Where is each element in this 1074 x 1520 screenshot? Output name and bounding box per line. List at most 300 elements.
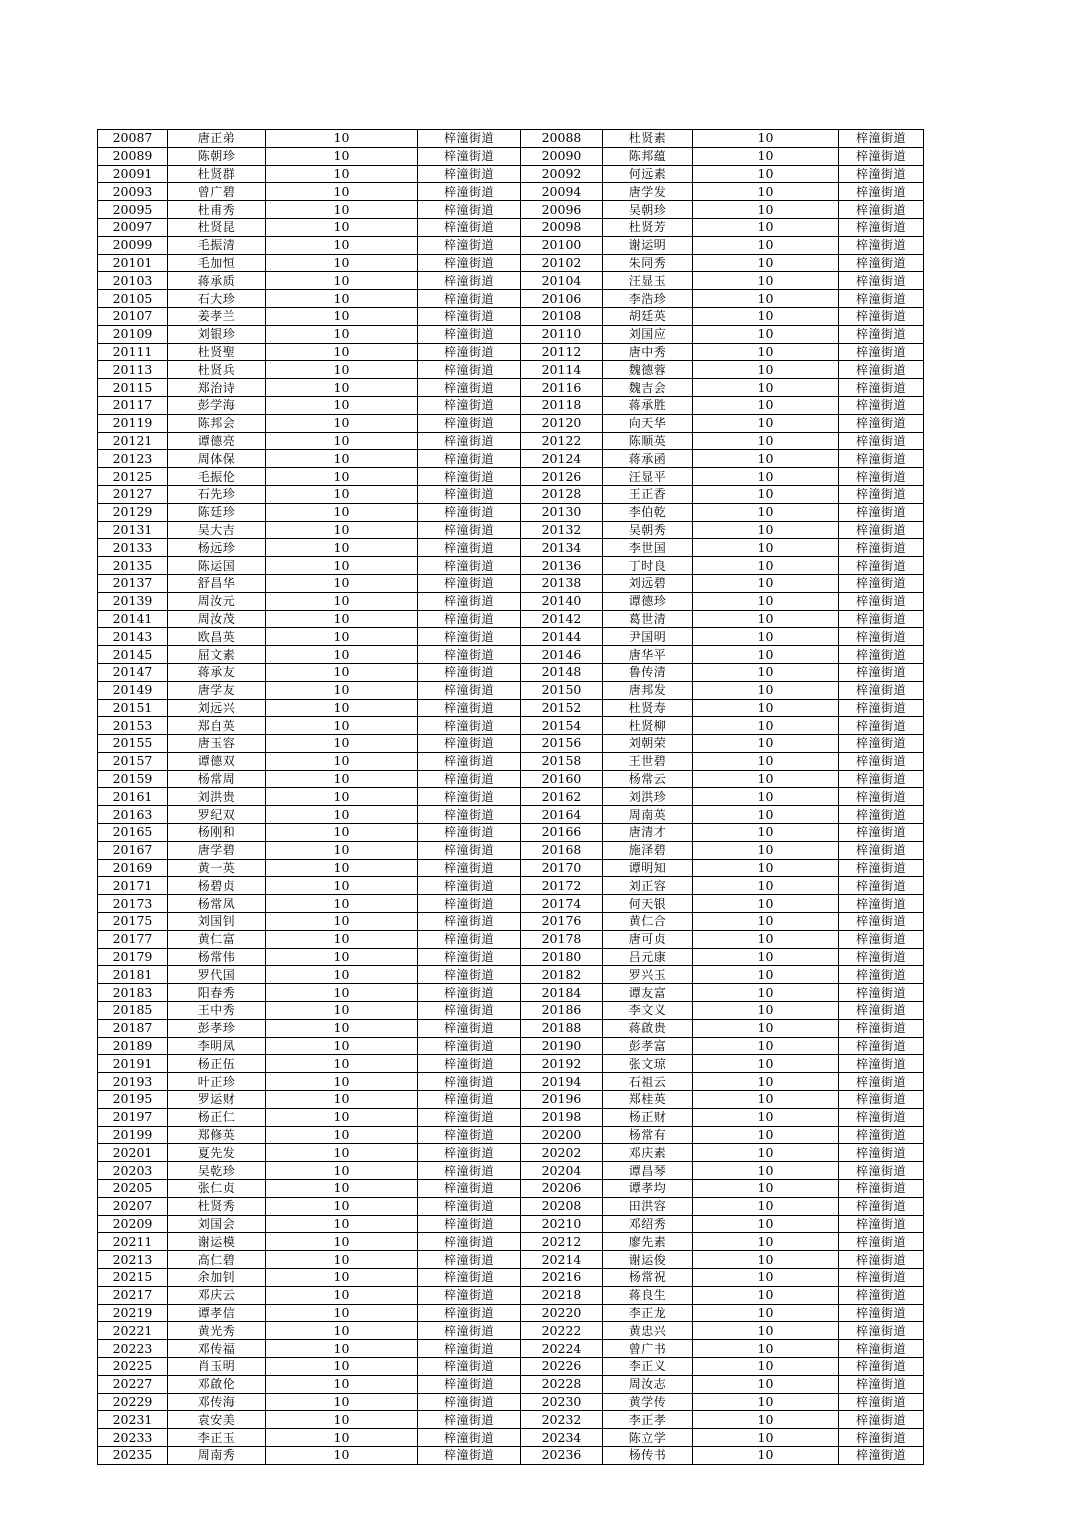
value-cell: 10	[266, 610, 418, 628]
table-row	[98, 610, 924, 628]
name-cell: 谭德亮	[168, 432, 266, 450]
id-cell: 20192	[521, 1055, 603, 1073]
id-cell: 20195	[98, 1091, 168, 1109]
id-cell: 20137	[98, 574, 168, 592]
table-row	[98, 432, 924, 450]
id-cell: 20187	[98, 1019, 168, 1037]
id-cell: 20131	[98, 521, 168, 539]
value-cell: 10	[266, 841, 418, 859]
value-cell: 10	[693, 806, 839, 824]
id-cell: 20164	[521, 806, 603, 824]
value-cell: 10	[693, 539, 839, 557]
table-row	[98, 1037, 924, 1055]
id-cell: 20171	[98, 877, 168, 895]
name-cell: 尹国明	[603, 628, 693, 646]
street-cell: 梓潼街道	[839, 557, 924, 575]
street-cell: 梓潼街道	[418, 1233, 521, 1251]
name-cell: 毛振清	[168, 236, 266, 254]
value-cell: 10	[693, 1340, 839, 1358]
table-row	[98, 485, 924, 503]
table-row	[98, 1091, 924, 1109]
street-cell: 梓潼街道	[418, 735, 521, 753]
id-cell: 20087	[98, 130, 168, 148]
name-cell: 汪显玉	[603, 272, 693, 290]
id-cell: 20211	[98, 1233, 168, 1251]
name-cell: 刘朝荣	[603, 735, 693, 753]
name-cell: 阳春秀	[168, 984, 266, 1002]
table-row	[98, 468, 924, 486]
street-cell: 梓潼街道	[418, 414, 521, 432]
id-cell: 20184	[521, 984, 603, 1002]
name-cell: 蒋承胜	[603, 396, 693, 414]
value-cell: 10	[266, 183, 418, 201]
name-cell: 黄仁合	[603, 913, 693, 931]
id-cell: 20166	[521, 824, 603, 842]
name-cell: 郑桂英	[603, 1091, 693, 1109]
value-cell: 10	[693, 1375, 839, 1393]
street-cell: 梓潼街道	[839, 361, 924, 379]
street-cell: 梓潼街道	[839, 1091, 924, 1109]
table-row	[98, 1393, 924, 1411]
name-cell: 刘洪珍	[603, 788, 693, 806]
table-row	[98, 1375, 924, 1393]
table-row	[98, 1215, 924, 1233]
table-row	[98, 307, 924, 325]
name-cell: 姜孝兰	[168, 307, 266, 325]
street-cell: 梓潼街道	[839, 201, 924, 219]
id-cell: 20136	[521, 557, 603, 575]
name-cell: 杨常云	[603, 770, 693, 788]
street-cell: 梓潼街道	[418, 379, 521, 397]
value-cell: 10	[693, 646, 839, 664]
street-cell: 梓潼街道	[418, 646, 521, 664]
street-cell: 梓潼街道	[839, 343, 924, 361]
value-cell: 10	[266, 824, 418, 842]
value-cell: 10	[266, 699, 418, 717]
name-cell: 唐中秀	[603, 343, 693, 361]
name-cell: 郑治诗	[168, 379, 266, 397]
value-cell: 10	[266, 379, 418, 397]
street-cell: 梓潼街道	[839, 1126, 924, 1144]
name-cell: 李世国	[603, 539, 693, 557]
table-row	[98, 877, 924, 895]
value-cell: 10	[693, 165, 839, 183]
value-cell: 10	[693, 557, 839, 575]
street-cell: 梓潼街道	[839, 930, 924, 948]
id-cell: 20203	[98, 1162, 168, 1180]
name-cell: 陈邦会	[168, 414, 266, 432]
value-cell: 10	[266, 414, 418, 432]
value-cell: 10	[266, 681, 418, 699]
name-cell: 杜贤素	[603, 130, 693, 148]
id-cell: 20163	[98, 806, 168, 824]
name-cell: 陈廷珍	[168, 503, 266, 521]
name-cell: 谢运俊	[603, 1251, 693, 1269]
name-cell: 蒋啟贵	[603, 1019, 693, 1037]
id-cell: 20180	[521, 948, 603, 966]
id-cell: 20091	[98, 165, 168, 183]
street-cell: 梓潼街道	[418, 1304, 521, 1322]
table-row	[98, 1162, 924, 1180]
id-cell: 20173	[98, 895, 168, 913]
street-cell: 梓潼街道	[839, 1215, 924, 1233]
street-cell: 梓潼街道	[839, 1108, 924, 1126]
street-cell: 梓潼街道	[839, 663, 924, 681]
id-cell: 20142	[521, 610, 603, 628]
id-cell: 20215	[98, 1269, 168, 1287]
value-cell: 10	[693, 379, 839, 397]
id-cell: 20125	[98, 468, 168, 486]
street-cell: 梓潼街道	[839, 1357, 924, 1375]
name-cell: 杨碧贞	[168, 877, 266, 895]
value-cell: 10	[693, 1108, 839, 1126]
name-cell: 邓庆素	[603, 1144, 693, 1162]
table-row	[98, 1144, 924, 1162]
value-cell: 10	[266, 343, 418, 361]
street-cell: 梓潼街道	[418, 1340, 521, 1358]
street-cell: 梓潼街道	[418, 1446, 521, 1464]
name-cell: 曾广碧	[168, 183, 266, 201]
value-cell: 10	[693, 1144, 839, 1162]
table-row	[98, 948, 924, 966]
id-cell: 20181	[98, 966, 168, 984]
street-cell: 梓潼街道	[418, 1180, 521, 1198]
street-cell: 梓潼街道	[839, 1446, 924, 1464]
value-cell: 10	[266, 877, 418, 895]
value-cell: 10	[693, 592, 839, 610]
id-cell: 20235	[98, 1446, 168, 1464]
id-cell: 20102	[521, 254, 603, 272]
street-cell: 梓潼街道	[418, 468, 521, 486]
name-cell: 吴乾珍	[168, 1162, 266, 1180]
id-cell: 20206	[521, 1180, 603, 1198]
name-cell: 王正香	[603, 485, 693, 503]
table-row	[98, 1304, 924, 1322]
name-cell: 杨常有	[603, 1126, 693, 1144]
street-cell: 梓潼街道	[839, 1019, 924, 1037]
name-cell: 李正义	[603, 1357, 693, 1375]
street-cell: 梓潼街道	[839, 1073, 924, 1091]
value-cell: 10	[693, 450, 839, 468]
value-cell: 10	[266, 1411, 418, 1429]
value-cell: 10	[693, 574, 839, 592]
name-cell: 余加钊	[168, 1269, 266, 1287]
value-cell: 10	[693, 1019, 839, 1037]
id-cell: 20185	[98, 1002, 168, 1020]
street-cell: 梓潼街道	[418, 1411, 521, 1429]
id-cell: 20093	[98, 183, 168, 201]
street-cell: 梓潼街道	[418, 254, 521, 272]
table-row	[98, 290, 924, 308]
value-cell: 10	[693, 788, 839, 806]
value-cell: 10	[693, 1411, 839, 1429]
street-cell: 梓潼街道	[839, 1144, 924, 1162]
id-cell: 20103	[98, 272, 168, 290]
street-cell: 梓潼街道	[839, 396, 924, 414]
name-cell: 杨传书	[603, 1446, 693, 1464]
table-row	[98, 201, 924, 219]
id-cell: 20100	[521, 236, 603, 254]
street-cell: 梓潼街道	[418, 841, 521, 859]
street-cell: 梓潼街道	[418, 895, 521, 913]
id-cell: 20234	[521, 1429, 603, 1447]
value-cell: 10	[266, 966, 418, 984]
value-cell: 10	[266, 1251, 418, 1269]
street-cell: 梓潼街道	[418, 343, 521, 361]
value-cell: 10	[266, 1286, 418, 1304]
table-row	[98, 218, 924, 236]
id-cell: 20214	[521, 1251, 603, 1269]
id-cell: 20160	[521, 770, 603, 788]
table-row	[98, 325, 924, 343]
street-cell: 梓潼街道	[839, 752, 924, 770]
street-cell: 梓潼街道	[839, 824, 924, 842]
value-cell: 10	[693, 913, 839, 931]
name-cell: 杨常祝	[603, 1269, 693, 1287]
value-cell: 10	[266, 1269, 418, 1287]
name-cell: 肖玉明	[168, 1357, 266, 1375]
name-cell: 谢运明	[603, 236, 693, 254]
value-cell: 10	[266, 236, 418, 254]
name-cell: 汪显平	[603, 468, 693, 486]
data-table	[97, 129, 924, 1465]
id-cell: 20156	[521, 735, 603, 753]
value-cell: 10	[266, 1215, 418, 1233]
id-cell: 20133	[98, 539, 168, 557]
name-cell: 唐玉容	[168, 735, 266, 753]
street-cell: 梓潼街道	[839, 895, 924, 913]
name-cell: 刘洪贵	[168, 788, 266, 806]
street-cell: 梓潼街道	[839, 521, 924, 539]
table-row	[98, 1073, 924, 1091]
name-cell: 杨正伍	[168, 1055, 266, 1073]
name-cell: 吕元康	[603, 948, 693, 966]
value-cell: 10	[266, 325, 418, 343]
name-cell: 陈朝珍	[168, 147, 266, 165]
id-cell: 20209	[98, 1215, 168, 1233]
name-cell: 杜贤柳	[603, 717, 693, 735]
name-cell: 夏先发	[168, 1144, 266, 1162]
value-cell: 10	[266, 165, 418, 183]
name-cell: 谢运模	[168, 1233, 266, 1251]
id-cell: 20207	[98, 1197, 168, 1215]
value-cell: 10	[693, 966, 839, 984]
value-cell: 10	[266, 788, 418, 806]
value-cell: 10	[266, 592, 418, 610]
name-cell: 高仁碧	[168, 1251, 266, 1269]
street-cell: 梓潼街道	[839, 770, 924, 788]
table-row	[98, 1180, 924, 1198]
street-cell: 梓潼街道	[839, 1055, 924, 1073]
street-cell: 梓潼街道	[839, 218, 924, 236]
street-cell: 梓潼街道	[418, 1322, 521, 1340]
street-cell: 梓潼街道	[418, 450, 521, 468]
id-cell: 20153	[98, 717, 168, 735]
table-row	[98, 379, 924, 397]
street-cell: 梓潼街道	[418, 1073, 521, 1091]
id-cell: 20104	[521, 272, 603, 290]
id-cell: 20110	[521, 325, 603, 343]
name-cell: 谭德双	[168, 752, 266, 770]
table-row	[98, 1126, 924, 1144]
id-cell: 20232	[521, 1411, 603, 1429]
name-cell: 蒋承函	[603, 450, 693, 468]
id-cell: 20218	[521, 1286, 603, 1304]
value-cell: 10	[693, 503, 839, 521]
value-cell: 10	[266, 735, 418, 753]
value-cell: 10	[266, 895, 418, 913]
name-cell: 唐正弟	[168, 130, 266, 148]
value-cell: 10	[266, 485, 418, 503]
name-cell: 石祖云	[603, 1073, 693, 1091]
id-cell: 20213	[98, 1251, 168, 1269]
street-cell: 梓潼街道	[418, 752, 521, 770]
value-cell: 10	[266, 663, 418, 681]
street-cell: 梓潼街道	[418, 770, 521, 788]
street-cell: 梓潼街道	[839, 681, 924, 699]
id-cell: 20130	[521, 503, 603, 521]
value-cell: 10	[266, 272, 418, 290]
id-cell: 20194	[521, 1073, 603, 1091]
id-cell: 20210	[521, 1215, 603, 1233]
name-cell: 张文琼	[603, 1055, 693, 1073]
value-cell: 10	[266, 913, 418, 931]
value-cell: 10	[693, 290, 839, 308]
street-cell: 梓潼街道	[839, 468, 924, 486]
name-cell: 李浩珍	[603, 290, 693, 308]
name-cell: 周汝元	[168, 592, 266, 610]
value-cell: 10	[693, 1055, 839, 1073]
value-cell: 10	[693, 130, 839, 148]
value-cell: 10	[693, 1091, 839, 1109]
value-cell: 10	[266, 130, 418, 148]
id-cell: 20150	[521, 681, 603, 699]
id-cell: 20196	[521, 1091, 603, 1109]
value-cell: 10	[266, 539, 418, 557]
street-cell: 梓潼街道	[418, 1002, 521, 1020]
id-cell: 20168	[521, 841, 603, 859]
table-row	[98, 574, 924, 592]
value-cell: 10	[693, 735, 839, 753]
id-cell: 20201	[98, 1144, 168, 1162]
name-cell: 邓传海	[168, 1393, 266, 1411]
value-cell: 10	[266, 1357, 418, 1375]
street-cell: 梓潼街道	[418, 948, 521, 966]
id-cell: 20140	[521, 592, 603, 610]
id-cell: 20157	[98, 752, 168, 770]
id-cell: 20167	[98, 841, 168, 859]
table-row	[98, 1286, 924, 1304]
name-cell: 黄一英	[168, 859, 266, 877]
name-cell: 杨正财	[603, 1108, 693, 1126]
value-cell: 10	[693, 1304, 839, 1322]
table-row	[98, 663, 924, 681]
id-cell: 20179	[98, 948, 168, 966]
table-row	[98, 503, 924, 521]
id-cell: 20097	[98, 218, 168, 236]
table-row	[98, 1108, 924, 1126]
value-cell: 10	[693, 877, 839, 895]
id-cell: 20224	[521, 1340, 603, 1358]
id-cell: 20190	[521, 1037, 603, 1055]
value-cell: 10	[693, 1233, 839, 1251]
street-cell: 梓潼街道	[418, 521, 521, 539]
value-cell: 10	[266, 806, 418, 824]
table-row	[98, 1340, 924, 1358]
table-row	[98, 1446, 924, 1464]
value-cell: 10	[693, 859, 839, 877]
value-cell: 10	[693, 1073, 839, 1091]
value-cell: 10	[266, 503, 418, 521]
street-cell: 梓潼街道	[839, 735, 924, 753]
street-cell: 梓潼街道	[839, 699, 924, 717]
street-cell: 梓潼街道	[418, 984, 521, 1002]
value-cell: 10	[266, 859, 418, 877]
value-cell: 10	[693, 930, 839, 948]
name-cell: 蒋承友	[168, 663, 266, 681]
table-row	[98, 592, 924, 610]
value-cell: 10	[266, 1304, 418, 1322]
value-cell: 10	[693, 1251, 839, 1269]
name-cell: 邓传福	[168, 1340, 266, 1358]
value-cell: 10	[693, 610, 839, 628]
id-cell: 20204	[521, 1162, 603, 1180]
id-cell: 20098	[521, 218, 603, 236]
id-cell: 20197	[98, 1108, 168, 1126]
name-cell: 郑修英	[168, 1126, 266, 1144]
id-cell: 20172	[521, 877, 603, 895]
value-cell: 10	[693, 1126, 839, 1144]
name-cell: 李文义	[603, 1002, 693, 1020]
name-cell: 陈立学	[603, 1429, 693, 1447]
value-cell: 10	[266, 1180, 418, 1198]
street-cell: 梓潼街道	[839, 1375, 924, 1393]
id-cell: 20176	[521, 913, 603, 931]
value-cell: 10	[693, 414, 839, 432]
value-cell: 10	[266, 1322, 418, 1340]
street-cell: 梓潼街道	[839, 1162, 924, 1180]
id-cell: 20126	[521, 468, 603, 486]
table-row	[98, 699, 924, 717]
street-cell: 梓潼街道	[839, 1269, 924, 1287]
name-cell: 魏吉会	[603, 379, 693, 397]
table-row	[98, 414, 924, 432]
value-cell: 10	[266, 1126, 418, 1144]
name-cell: 胡廷英	[603, 307, 693, 325]
street-cell: 梓潼街道	[839, 913, 924, 931]
id-cell: 20149	[98, 681, 168, 699]
street-cell: 梓潼街道	[839, 1037, 924, 1055]
id-cell: 20221	[98, 1322, 168, 1340]
street-cell: 梓潼街道	[418, 432, 521, 450]
street-cell: 梓潼街道	[418, 1108, 521, 1126]
id-cell: 20152	[521, 699, 603, 717]
street-cell: 梓潼街道	[839, 130, 924, 148]
street-cell: 梓潼街道	[839, 539, 924, 557]
id-cell: 20099	[98, 236, 168, 254]
street-cell: 梓潼街道	[839, 1304, 924, 1322]
table-row	[98, 788, 924, 806]
street-cell: 梓潼街道	[418, 859, 521, 877]
street-cell: 梓潼街道	[418, 788, 521, 806]
value-cell: 10	[266, 1446, 418, 1464]
street-cell: 梓潼街道	[839, 503, 924, 521]
table-row	[98, 183, 924, 201]
value-cell: 10	[693, 895, 839, 913]
table-row	[98, 130, 924, 148]
id-cell: 20222	[521, 1322, 603, 1340]
name-cell: 黄忠兴	[603, 1322, 693, 1340]
